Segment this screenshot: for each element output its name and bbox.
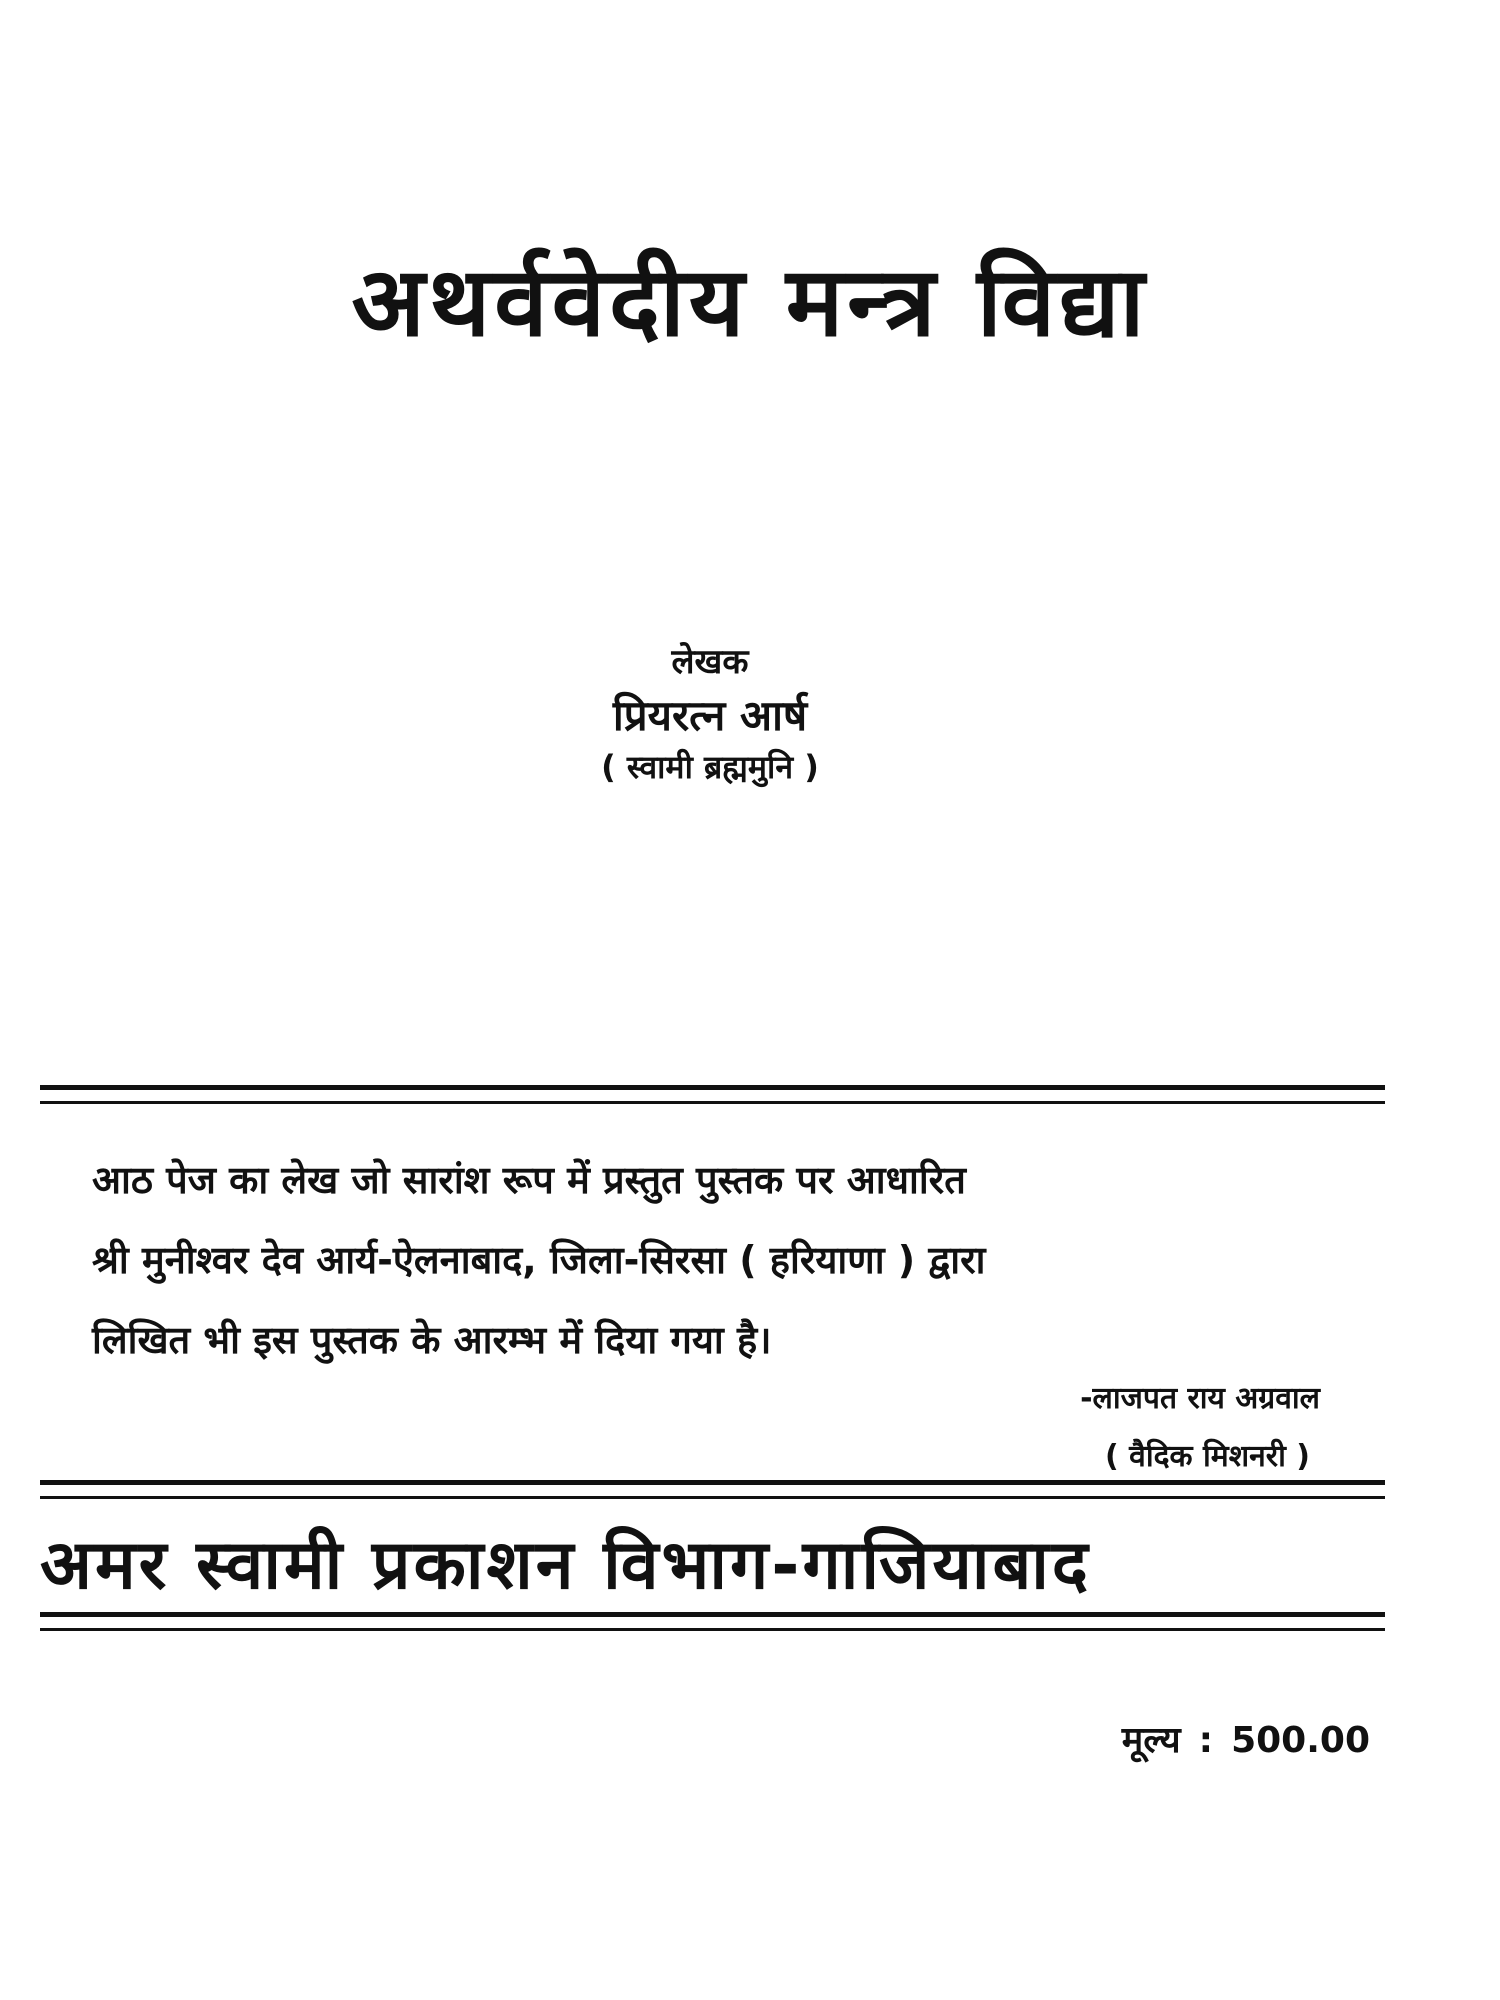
divider-bottom [40, 1612, 1385, 1636]
author-block [0, 640, 1420, 788]
note-line-3: लिखित भी इस पुस्तक के आरम्भ में दिया गया है। [92, 1318, 772, 1362]
divider-top [40, 1085, 1385, 1109]
author-alt-name: ( स्वामी ब्रह्ममुनि ) [601, 747, 819, 786]
book-title: अथर्ववेदीय मन्त्र विद्या [351, 246, 1149, 358]
price-separator: : [1198, 1720, 1214, 1761]
note-line-1: आठ पेज का लेख जो सारांश रूप में प्रस्तुत पुस्तक पर आधारित [92, 1158, 966, 1202]
note-signature [1080, 1370, 1320, 1486]
price-label: मूल्य [1121, 1720, 1181, 1761]
note-paragraph [92, 1140, 1392, 1380]
note-line-2: श्री मुनीश्वर देव आर्य-ऐलनाबाद, जिला-सिरसा ( हरियाणा ) द्वारा [92, 1238, 986, 1282]
price-value: 500.00 [1231, 1720, 1370, 1761]
divider-line [40, 1480, 1385, 1485]
divider-middle [40, 1480, 1385, 1504]
divider-line [40, 1496, 1385, 1499]
signature-name: -लाजपत राय अग्रवाल [1080, 1381, 1320, 1416]
signature-org: ( वैदिक मिशनरी ) [1105, 1439, 1310, 1474]
author-name: प्रियरत्न आर्ष [612, 691, 808, 741]
divider-line [40, 1628, 1385, 1631]
author-label: लेखक [671, 642, 749, 682]
divider-line [40, 1085, 1385, 1090]
divider-line [40, 1612, 1385, 1617]
publisher-name: अमर स्वामी प्रकाशन विभाग-गाजियाबाद [40, 1526, 1092, 1605]
divider-line [40, 1101, 1385, 1104]
price [1122, 1718, 1370, 1765]
